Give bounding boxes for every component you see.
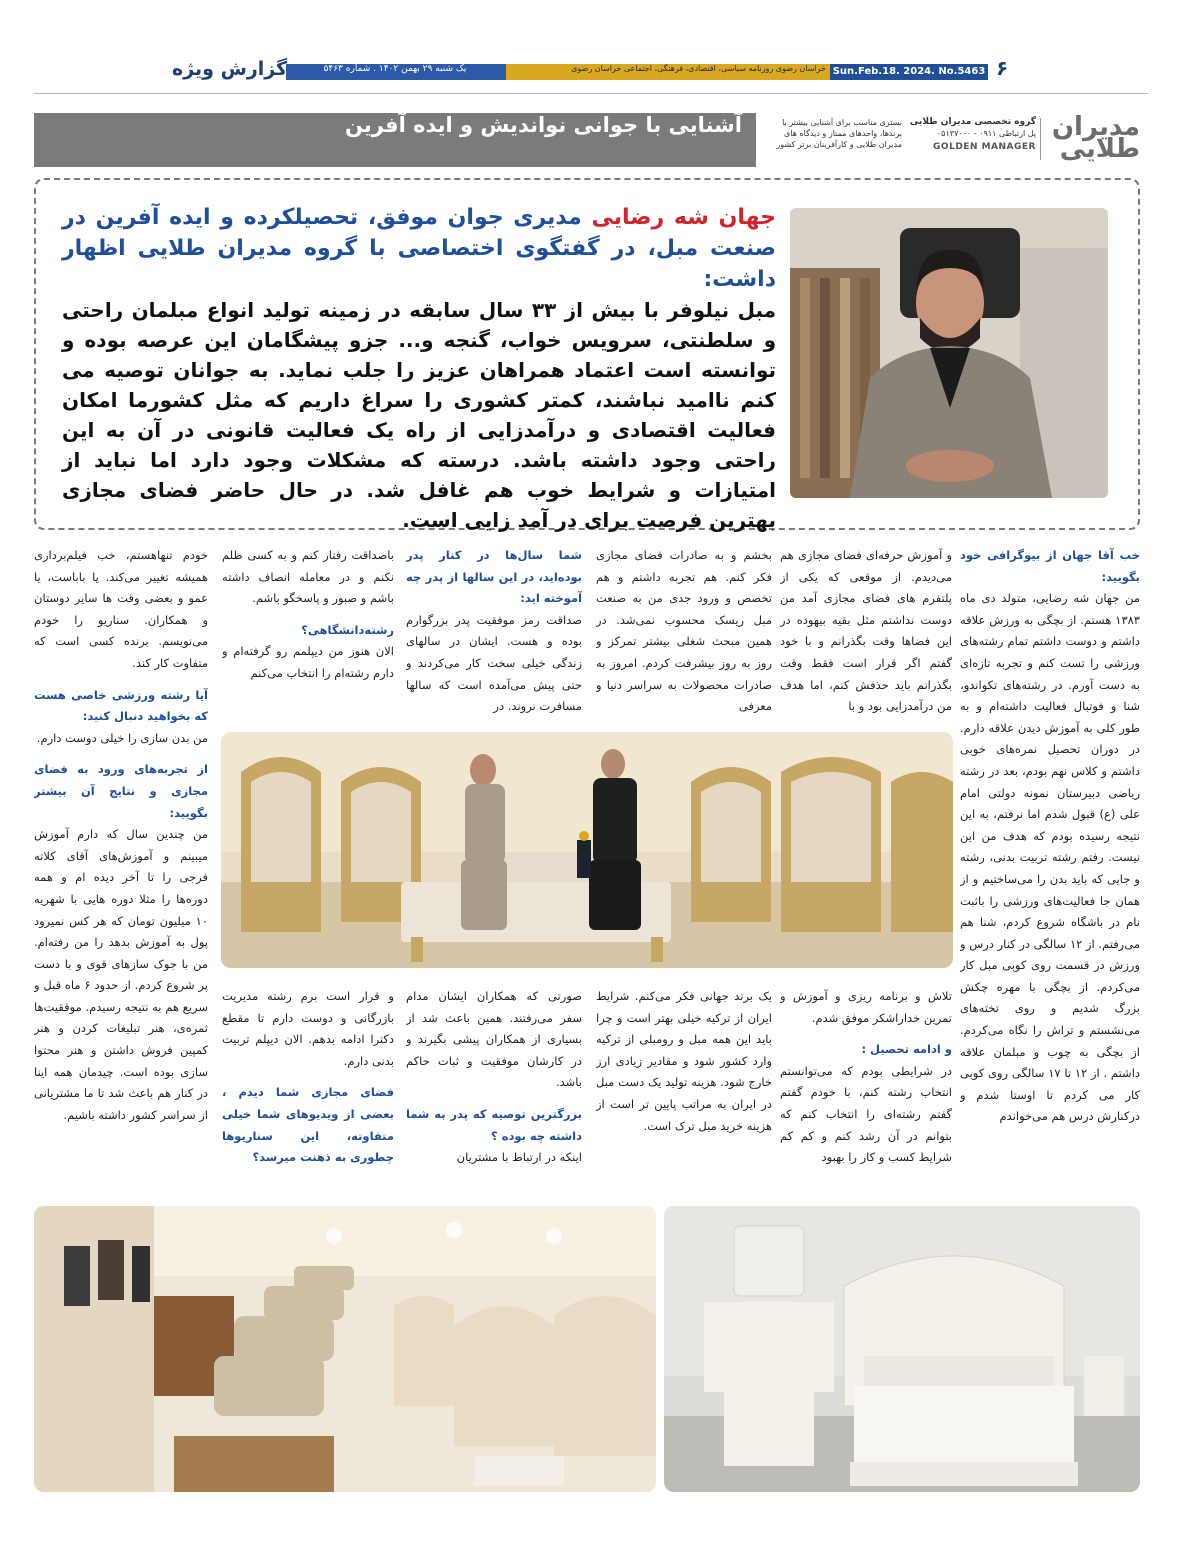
article-column-6 — [34, 545, 208, 1189]
lead-headline-rest: مدیری جوان موفق، تحصیلکرده و ایده آفرین در صنعت مبل، در گفتگوی اختصاصی با گروه مدیران طلایی اظهار داشت: — [62, 205, 776, 292]
group-title: گروه تخصصی مدیران طلایی — [909, 117, 1036, 127]
golden-manager-logo — [1046, 112, 1140, 164]
column-2b-text: تلاش و برنامه ریزی و آموزش و تمرین خداراشکر موفق شدم. — [780, 989, 952, 1025]
answer-father: صداقت رمز موفقیت پدر بزرگوارم بوده و هست. ایشان در سالهای زندگی خیلی سخت کار می‌کردند و حتی پیش می‌آمده است که سالها مسافرت نروند. در — [406, 612, 582, 714]
lead-body: مبل نیلوفر با بیش از ۳۳ سال سابقه در زمینه تولید انواع مبلمان راحتی و سلطنتی، سرویس خواب، گنجه و... جزو پیشگامان این عرصه بوده و توانسته است اعتماد همراهان عزیز را جلب نماید. به جوانان توصیه می کنم ناامید نباشند، کمتر کشوری را سراغ داریم که مثل کشورما امکان فعالیت اقتصادی و درآمدزایی از راه یک فعالیت قانونی در آن به این راحتی وجود داشته باشد. درسته که مشکلات وجود دارد اما نباید از امتیازات و شرایط خوب هم غافل شد. در حال حاضر فضای مجازی بهترین فرصت برای در آمد زایی است. — [62, 298, 777, 532]
answer-best-advice: اینکه در ارتباط با مشتریان — [456, 1150, 582, 1165]
lead-headline — [62, 202, 776, 295]
column-5b-text: و قرار است برم رشته مدیریت بازرگانی و دوست دارم تا مقطع دکترا ادامه بدهم. الان دیپلم تربیت بدنی دارم. — [222, 989, 394, 1068]
publication-line: خراسان رضوی روزنامه سیاسی، اقتصادی، فرهنگی، اجتماعی خراسان رضوی — [571, 64, 826, 73]
section-title: گزارش ویژه — [172, 58, 288, 80]
question-best-advice: بزرگترین توصیه که پدر به شما داشته چه بوده ؟ — [406, 1106, 582, 1143]
page-number: ۶ — [996, 56, 1009, 80]
tagline-line-2: برندها، واحدهای ممتاز و دیدگاه های — [784, 129, 902, 138]
tagline-line-3: مدیران طلایی و کارآفرینان برتر کشور — [776, 140, 902, 149]
article-column-5 — [222, 545, 394, 715]
tagline-line-1: بستری مناسب برای آشنایی بیشتر با — [782, 118, 902, 127]
question-biography: خب آقا جهان از بیوگرافی خود بگویید: — [960, 548, 1140, 584]
article-column-4b — [406, 986, 582, 1186]
question-virtual-space: از تجربه‌های ورود به فضای مجازی و نتایج آن بیشتر بگویید: — [34, 762, 208, 820]
article-column-3b — [596, 986, 772, 1186]
article-column-3 — [596, 545, 772, 715]
question-scenarios: فضای مجازی شما دیدم ، بعضی از ویدیوهای شما خیلی متفاوته، این سناریوها چطوری به ذهنت میرسد؟ — [222, 1085, 394, 1165]
group-tagline — [766, 117, 902, 150]
banner-title: آشنایی با جوانی نواندیش و ایده آفرین — [344, 113, 742, 137]
logo-divider — [1040, 118, 1041, 160]
group-english-name: GOLDEN MANAGER — [933, 142, 1036, 152]
answer-sport: من بدن سازی را خیلی دوست دارم. — [36, 730, 208, 745]
interview-photo — [221, 732, 953, 968]
group-info — [904, 117, 1036, 152]
column-3-text: بخشم و به صادرات فضای مجازی فکر کنم. هم تجربه داشتم و هم تخصص و ورود جدی من به صنعت مبل ریسک محسوب نمی‌شد. در همین مبحث شغلی بیشتر تمرکز و روز به روز بیشرفت کردم. امروز به صادرات محصولات به سراسر دنیا و معرفی — [596, 548, 772, 714]
answer-biography: من جهان شه رضایی، متولد دی ماه ۱۳۸۳ هستم. از بچگی به ورزش علاقه داشتم و دوست داشتم تمام رشته‌های ورزشی را تست کنم و تجربه تازه‌ای به دست آورم. در رشته‌های تکواندو، شنا و فوتبال فعالیت داشته‌ام و به طور کلی به آموزش دیدن علاقه دارم. در دوران تحصیل نمره‌های خوبی داشتم و کلاس نهم بودم، بعد در رشته ریاضی دبیرستان نمونه دولتی امام علی (ع) قبول شدم اما نرفتم، به این نتیجه رسیده بودم که هدف من این نیست. رفتم رشته تربیت بدنی، رشته و جایی که باید بدن را می‌ساختیم و از همان جا فعالیت‌های ورزشی را باثبت نام در باشگاه شروع کردم، شنا هم می‌رفتم. از ۱۲ سالگی در کنار درس و ورزش در قسمت روی کوبی مبل کار می‌کردم. از بچگی با مهره چکش بزرگ شدیم و روی تخته‌های می‌نشستم و تراش را نگاه می‌کردم. از بچگی به چوب و مبلمان علاقه داشتم . از ۱۲ تا ۱۷ سالگی روی کوبی کار می کردم تا اوستا شدم و درکنارش درس هم می‌خواندم — [960, 591, 1140, 1124]
date-english: Sun.Feb.18. 2024. No.5463 — [830, 64, 988, 80]
question-university: رشته‌دانشگاهی؟ — [301, 622, 394, 637]
issue-line: یک شنبه ۲۹ بهمن ۱۴۰۲ . شماره ۵۴۶۳ — [323, 64, 467, 74]
title-banner — [34, 113, 756, 167]
interviewee-name: جهان شه رضایی — [591, 205, 776, 230]
portrait-photo — [790, 208, 1108, 498]
answer-university: الان هنوز من دیپلمم رو گرفته‌ام و دارم رشته‌ام را انتخاب می‌کنم — [222, 644, 394, 680]
question-father: شما سال‌ها در کنار پدر بوده‌اید، در این سالها از پدر چه آموخته اید: — [406, 548, 582, 606]
header-divider — [34, 93, 1148, 94]
column-3b-text: یک برند جهانی فکر می‌کنم. شرایط ایران از ترکیه خیلی بهتر است و چرا باید این همه مبل و رومبلی از ترکیه وارد کشور شود و مقادیر زیادی ارز خارج شود. هزینه تولید یک دست مبل در ایران به مراتب پایین تر است از هزینه خرید مبل ترک است. — [596, 989, 772, 1133]
article-column-2 — [780, 545, 952, 715]
lead-text — [62, 202, 776, 535]
article-column-4 — [406, 545, 582, 715]
question-education: و ادامه تحصیل : — [861, 1042, 952, 1057]
column-4b-text: صورتی که همکاران ایشان مدام سفر می‌رفتند. همین باعث شد از بسیاری از همکاران پیشی بگیرند و در کارشان موفقیت و ثبات حاکم باشد. — [406, 989, 582, 1090]
article-column-2b — [780, 986, 952, 1186]
logo-line-1: مدیران — [1051, 112, 1140, 142]
column-2-text: و آموزش حرفه‌ای فضای مجازی هم می‌دیدم. از موقعی که یکی از پلتفرم های فضای مجازی آمد من دوست نداشتم مثل بقیه بیهوده در این فضاها وقت بگذرانم و با خود گفتم اگر قرار است فقط وقت بگذرانم باید حذفش کنم، اما هدف من درآمدزایی بود و با — [780, 548, 952, 714]
answer-virtual-space: من چندین سال که دارم آموزش میبینم و آموزش‌های آقای کلاته فرجی را تا آخر دیده ام و همه دوره‌ها را مثلا دوره هایی با شهریه ۱۰ میلیون تومان که هر کس نمیرود پول به آموزش بدهد را من رفته‌ام. من با جوک سازهای قوی و با دست پر شروع کردم. از حدود ۶ ماه قبل و سریع هم به نتیجه رسیدم. موفقیت‌ها ثمره‌ی، هنر تبلیغات کردن و هنر کمپین فروش داشتن و هنر محتوا سازی بوده است. چیدمان همه اینا در کنار هم باعث شد تا ما مشتریانی از سراسر کشور داشته باشیم. — [34, 827, 208, 1122]
showroom-photo — [34, 1206, 656, 1492]
article-column-1 — [960, 545, 1140, 1189]
question-sport: آیا رشته ورزشی خاصی هست که بخواهید دنبال کنید: — [34, 687, 208, 724]
column-5-text: باصداقت رفتار کنم و به کسی ظلم نکنم و در معامله انصاف داشته باشم و صبور و پاسخگو باشم. — [222, 548, 394, 606]
column-6-text: خودم تنهاهستم، خب فیلم‌برداری همیشه تغییر می‌کند. یا باباست، یا عمو و بعضی وقت ها سایر دوستان و همکاران. سناریو را خودم می‌نویسم. برنده کسی است که متفاوت کار کند. — [34, 548, 208, 670]
logo-line-2: طلایی — [1059, 134, 1140, 164]
group-phone: پل ارتباطی ۰۹۱۱ - ۰۵۱۳۷۰۰۰ — [936, 129, 1036, 138]
bedroom-set-photo — [664, 1206, 1140, 1492]
answer-education: در شرایطی بودم که می‌توانستم انتخاب رشته کنم، با خودم گفتم گفتم رشته‌ای را انتخاب کنم که بتوانم در آن رشد کنم و کم کم شرایط کسب و کار را بهبود — [780, 1063, 952, 1165]
article-column-5b — [222, 986, 394, 1186]
